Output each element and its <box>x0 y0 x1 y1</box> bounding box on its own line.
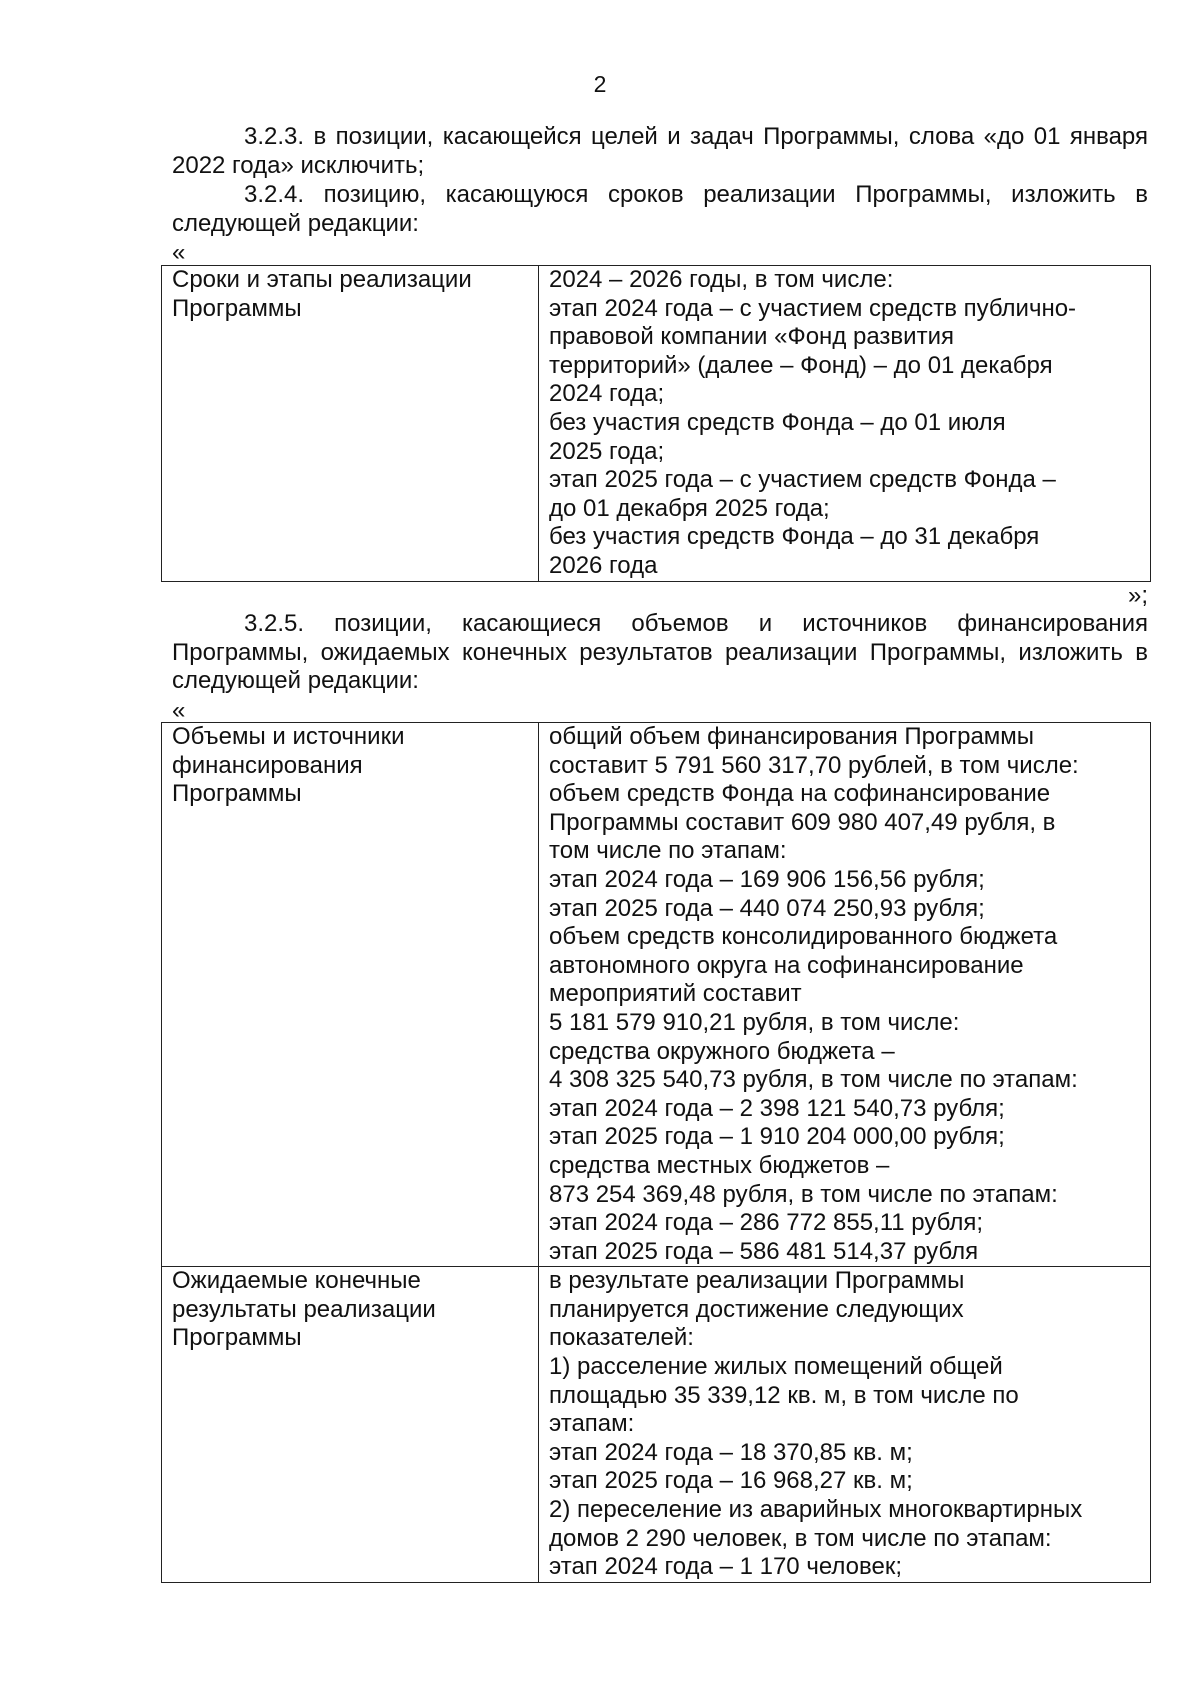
quote-open-mark: « <box>172 697 186 724</box>
cell-line: этапам: <box>549 1410 635 1438</box>
cell-line: 4 308 325 540,73 рубля, в том числе по этапам: <box>549 1066 1078 1094</box>
table-row <box>162 723 1151 1267</box>
cell-line: 1) расселение жилых помещений общей <box>549 1353 1003 1381</box>
cell-line: общий объем финансирования Программы <box>549 723 1035 750</box>
cell-line: автономного округа на софинансирование <box>549 951 1024 979</box>
cell-line: 2025 года; <box>549 437 665 465</box>
cell-line: 2026 года <box>549 551 658 579</box>
quote-open-mark: « <box>172 239 186 266</box>
paragraph-3-2-3: 3.2.3. в позиции, касающейся целей и задач Программы, слова «до 01 января 2022 года» исключить; <box>172 123 1148 179</box>
cell-line: этап 2024 года – 169 906 156,56 рубля; <box>549 865 985 893</box>
cell-line: этап 2025 года – 1 910 204 000,00 рубля; <box>549 1123 1005 1151</box>
cell-line: этап 2025 года – 16 968,27 кв. м; <box>549 1467 913 1495</box>
cell-line: 2024 года; <box>549 380 665 408</box>
paragraph-3-2-4: 3.2.4. позицию, касающуюся сроков реализации Программы, изложить в следующей редакции: <box>172 181 1148 237</box>
cell-line: мероприятий составит <box>549 980 802 1008</box>
cell-line: этап 2025 года – 440 074 250,93 рубля; <box>549 894 985 922</box>
cell-line: Программы <box>172 780 302 808</box>
cell-line: объем средств консолидированного бюджета <box>549 923 1058 951</box>
cell-line: 873 254 369,48 рубля, в том числе по этапам: <box>549 1180 1058 1208</box>
cell-line: без участия средств Фонда – до 01 июля <box>549 408 1006 436</box>
cell-line: планируется достижение следующих <box>549 1295 964 1323</box>
cell-line: составит 5 791 560 317,70 рублей, в том числе: <box>549 751 1079 779</box>
table-row <box>162 266 1151 582</box>
page-number: 2 <box>593 71 607 97</box>
cell-line: результаты реализации <box>172 1295 436 1323</box>
cell-line: этап 2025 года – с участием средств Фонда – <box>549 466 1056 494</box>
terms-and-stages-table <box>161 265 1151 582</box>
cell-line: Ожидаемые конечные <box>172 1267 421 1295</box>
cell-line: этап 2024 года – 2 398 121 540,73 рубля; <box>549 1094 1005 1122</box>
financing-and-results-table <box>161 722 1151 1583</box>
quote-close-mark: »; <box>1127 582 1148 609</box>
cell-line: этап 2024 года – 1 170 человек; <box>549 1553 902 1581</box>
results-label-cell <box>162 1267 539 1583</box>
cell-line: территорий» (далее – Фонд) – до 01 декабря <box>549 351 1053 379</box>
cell-line: площадью 35 339,12 кв. м, в том числе по <box>549 1381 1019 1409</box>
cell-line: средства местных бюджетов – <box>549 1151 890 1179</box>
cell-line: этап 2024 года – 286 772 855,11 рубля; <box>549 1209 983 1237</box>
cell-line: этап 2024 года – с участием средств публично- <box>549 294 1077 322</box>
cell-line: финансирования <box>172 751 363 779</box>
cell-line: показателей: <box>549 1324 694 1352</box>
cell-line: 2024 – 2026 годы, в том числе: <box>549 266 894 293</box>
cell-line: том числе по этапам: <box>549 837 787 865</box>
cell-line: Объемы и источники <box>172 723 405 750</box>
financing-label-cell <box>162 723 539 1267</box>
terms-label-cell <box>162 266 539 582</box>
cell-line: Программы <box>172 294 302 322</box>
cell-line: этап 2025 года – 586 481 514,37 рубля <box>549 1237 979 1265</box>
cell-line: без участия средств Фонда – до 31 декабря <box>549 523 1040 551</box>
cell-line: Программы составит 609 980 407,49 рубля, в <box>549 808 1056 836</box>
cell-line: Программы <box>172 1324 302 1352</box>
cell-line: 5 181 579 910,21 рубля, в том числе: <box>549 1008 960 1036</box>
results-value-cell <box>539 1267 1151 1583</box>
cell-line: объем средств Фонда на софинансирование <box>549 780 1051 808</box>
cell-line: этап 2024 года – 18 370,85 кв. м; <box>549 1438 913 1466</box>
terms-value-cell <box>539 266 1151 582</box>
cell-line: 2) переселение из аварийных многоквартирных <box>549 1496 1083 1524</box>
cell-line: Сроки и этапы реализации <box>172 266 472 293</box>
table-row <box>162 1267 1151 1583</box>
cell-line: домов 2 290 человек, в том числе по этапам: <box>549 1524 1052 1552</box>
cell-line: в результате реализации Программы <box>549 1267 965 1295</box>
cell-line: до 01 декабря 2025 года; <box>549 494 830 522</box>
cell-line: правовой компании «Фонд развития <box>549 323 954 351</box>
cell-line: средства окружного бюджета – <box>549 1037 895 1065</box>
paragraph-3-2-5: 3.2.5. позиции, касающиеся объемов и источников финансирования Программы, ожидаемых конечных результатов реализации Программы, изложить в следующей редакции: <box>172 610 1148 695</box>
financing-value-cell <box>539 723 1151 1267</box>
